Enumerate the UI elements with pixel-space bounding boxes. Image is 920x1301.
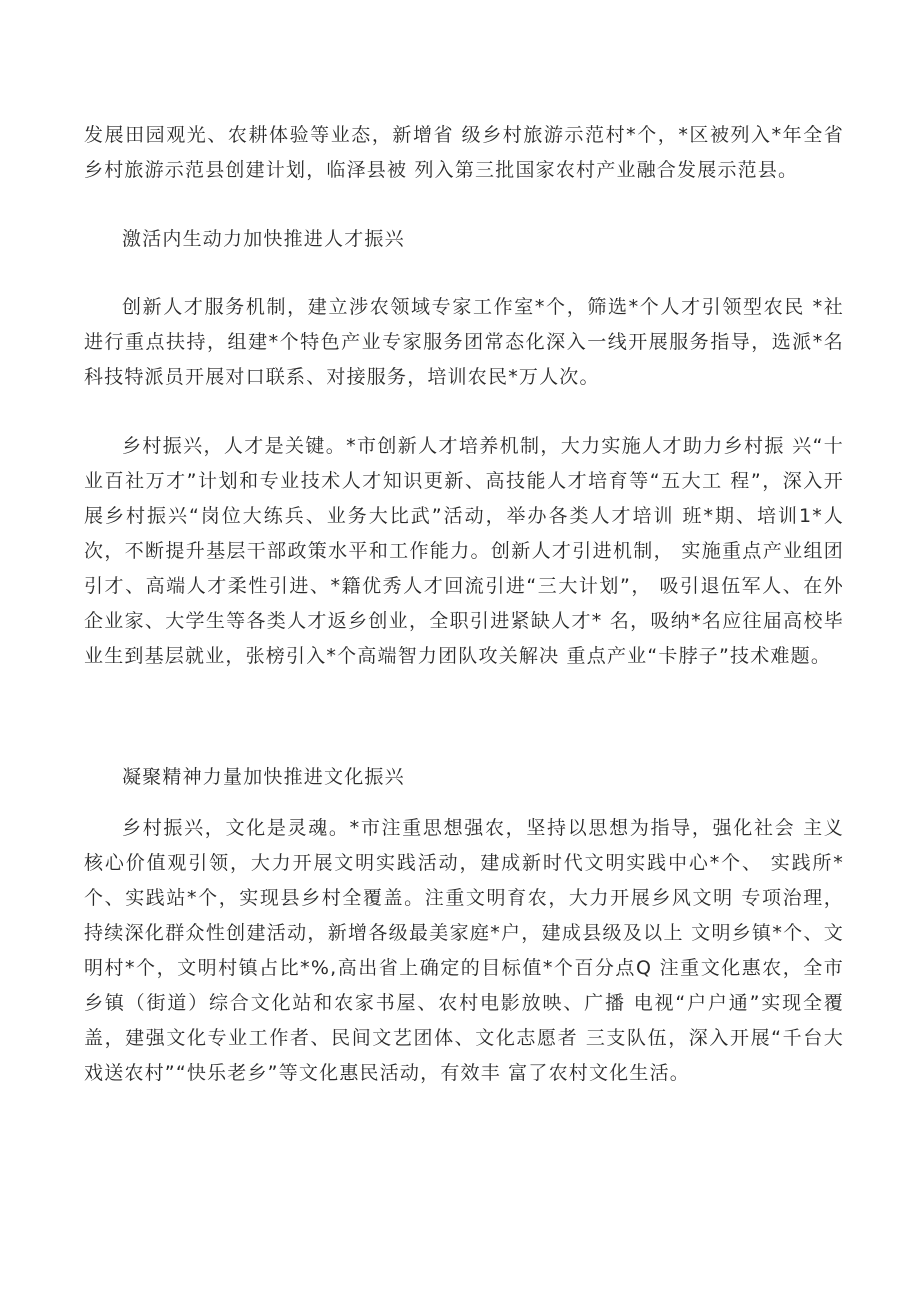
paragraph-talent-cultivation: 乡村振兴，人才是关键。*市创新人才培养机制，大力实施人才助力乡村振 兴“十业百社万才”计划和专业技术人才知识更新、高技能人才培育等“五大工 程”，深入开展乡村振兴“岗位大练兵、业务大比武”活动，举办各类人才培训 班*期、培训1*人次，不断提升基层干部政策水平和工作能力。创新人才引进机制， 实施重点产业组团引才、高端人才柔性引进、*籍优秀人才回流引进“三大计划”， 吸引退伍军人、在外企业家、大学生等各类人才返乡创业，全职引进紧缺人才* 名，吸纳*名应往届高校毕业生到基层就业，张榜引入*个高端智力团队攻关解决 重点产业“卡脖子”技术难题。	[84, 435, 844, 667]
paragraph-culture: 乡村振兴，文化是灵魂。*市注重思想强农，坚持以思想为指导，强化社会 主义核心价值观引领，大力开展文明实践活动，建成新时代文明实践中心*个、 实践所*个、实践站*个，实现县乡村全覆盖。注重文明育农，大力开展乡风文明 专项治理，持续深化群众性创建活动，新增各级最美家庭*户，建成县级及以上 文明乡镇*个、文明村*个，文明村镇占比*%,高出省上确定的目标值*个百分点Q 注重文化惠农，全市乡镇（街道）综合文化站和农家书屋、农村电影放映、广播 电视“户户通”实现全覆盖，建强文化专业工作者、民间文艺团体、文化志愿者 三支队伍，深入开展“千台大戏送农村”“快乐老乡”等文化惠民活动，有效丰 富了农村文化生活。	[84, 817, 844, 1084]
paragraph-talent-services: 创新人才服务机制，建立涉农领域专家工作室*个，筛选*个人才引领型农民 *社进行重点扶持，组建*个特色产业专家服务团常态化深入一线开展服务指导，选派*名科技特派员开展对口联系、对接服务，培训农民*万人次。	[84, 296, 844, 388]
heading-culture-revitalization: 凝聚精神力量加快推进文化振兴	[122, 766, 405, 788]
heading-talent-revitalization: 激活内生动力加快推进人才振兴	[122, 228, 405, 250]
paragraph-tourism: 发展田园观光、农耕体验等业态，新增省 级乡村旅游示范村*个，*区被列入*年全省乡村旅游示范县创建计划，临泽县被 列入第三批国家农村产业融合发展示范县。	[84, 124, 844, 181]
